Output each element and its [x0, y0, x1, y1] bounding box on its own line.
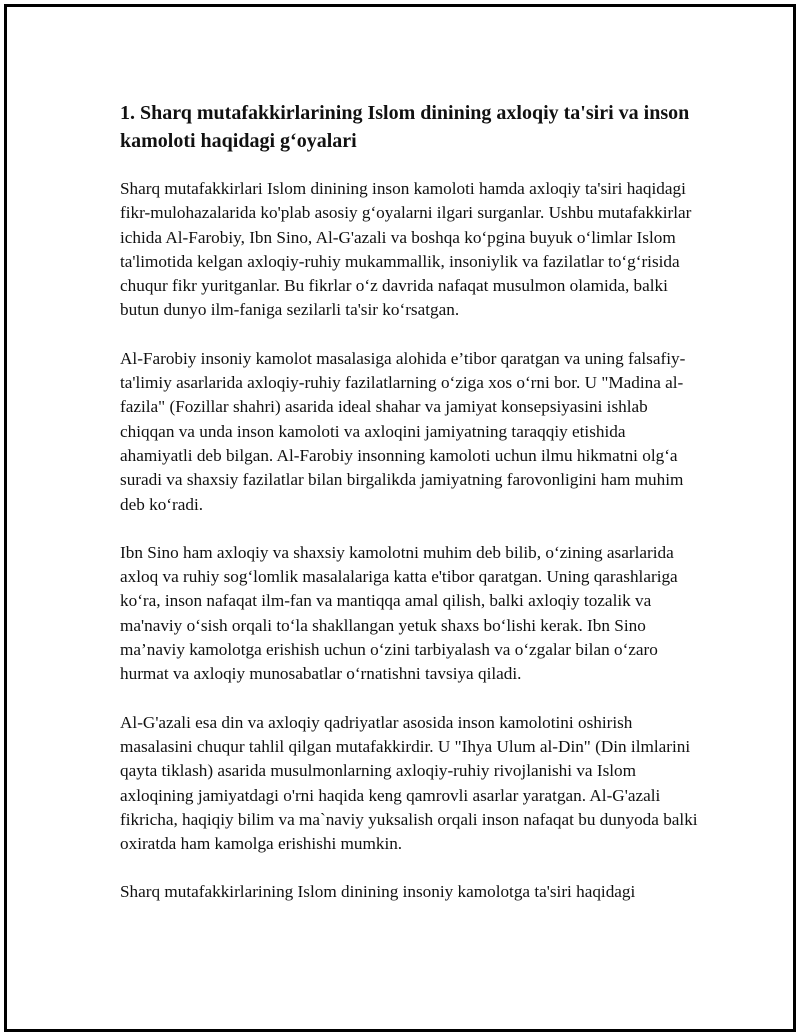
- paragraph-intro: Sharq mutafakkirlari Islom dinining inson kamoloti hamda axloqiy ta'siri haqidagi fikr-mulohazalarida ko'plab asosiy g‘oyalarni ilgari surganlar. Ushbu mutafakkirlar ichida Al-Farobiy, Ibn Sino, Al-G'azali va boshqa ko‘pgina buyuk o‘limlar Islom ta'limotida kelgan axloqiy-ruhiy mukammallik, insoniylik va fazilatlar to‘g‘risida chuqur fikr yuritganlar. Bu fikrlar o‘z davrida nafaqat musulmon olamida, balki butun dunyo ilm-faniga sezilarli ta'sir ko‘rsatgan.: [120, 179, 692, 320]
- paragraph-al-gazali: Al-G'azali esa din va axloqiy qadriyatlar asosida inson kamolotini oshirish masalasini chuqur tahlil qilgan mutafakkirdir. U "Ihya Ulum al-Din" (Din ilmlarini qayta tiklash) asarida musulmonlarning axloqiy-ruhiy rivojlanishi va Islom axloqining jamiyatdagi o'rni haqida keng qamrovli asarlar yaratgan. Al-G'azali fikricha, haqiqiy bilim va ma`naviy yuksalish orqali inson nafaqat bu dunyoda balki oxiratda ham kamolga erishishi mumkin.: [120, 712, 698, 854]
- section-heading: 1. Sharq mutafakkirlarining Islom dinining axloqiy ta'siri va inson kamoloti haqidagi g‘oyalari: [120, 102, 690, 152]
- paragraph-conclusion: Sharq mutafakkirlarining Islom dinining insoniy kamolotga ta'siri haqidagi: [120, 882, 636, 902]
- paragraph-al-farobiy: Al-Farobiy insoniy kamolot masalasiga alohida e’tibor qaratgan va uning falsafiy-ta'limiy asarlarida axloqiy-ruhiy fazilatlarning o‘ziga xos o‘rni bor. U "Madina al-fazila" (Fozillar shahri) asarida ideal shahar va jamiyat konsepsiyasini ishlab chiqqan va unda inson kamoloti va axloqini jamiyatning taraqqiy etishida ahamiyatli deb bilgan. Al-Farobiy insonning kamoloti uchun ilmu hikmatni olg‘a suradi va shaxsiy fazilatlar bilan birgalikda jamiyatning farovonligini ham muhim deb ko‘radi.: [120, 348, 686, 514]
- page-frame: [4, 4, 796, 1032]
- document-body: [120, 99, 700, 929]
- paragraph-ibn-sino: Ibn Sino ham axloqiy va shaxsiy kamolotni muhim deb bilib, o‘zining asarlarida axloq va ruhiy sog‘lomlik masalalariga katta e'tibor qaratgan. Uning qarashlariga ko‘ra, inson nafaqat ilm-fan va mantiqqa amal qilish, balki axloqiy tozalik va ma'naviy o‘sish orqali to‘la shakllangan yetuk shaxs bo‘lishi kerak. Ibn Sino ma’naviy kamolotga erishish uchun o‘zini tarbiyalash va o‘zgalar bilan o‘zaro hurmat va axloqiy munosabatlar o‘rnatishni tavsiya qiladi.: [120, 542, 678, 684]
